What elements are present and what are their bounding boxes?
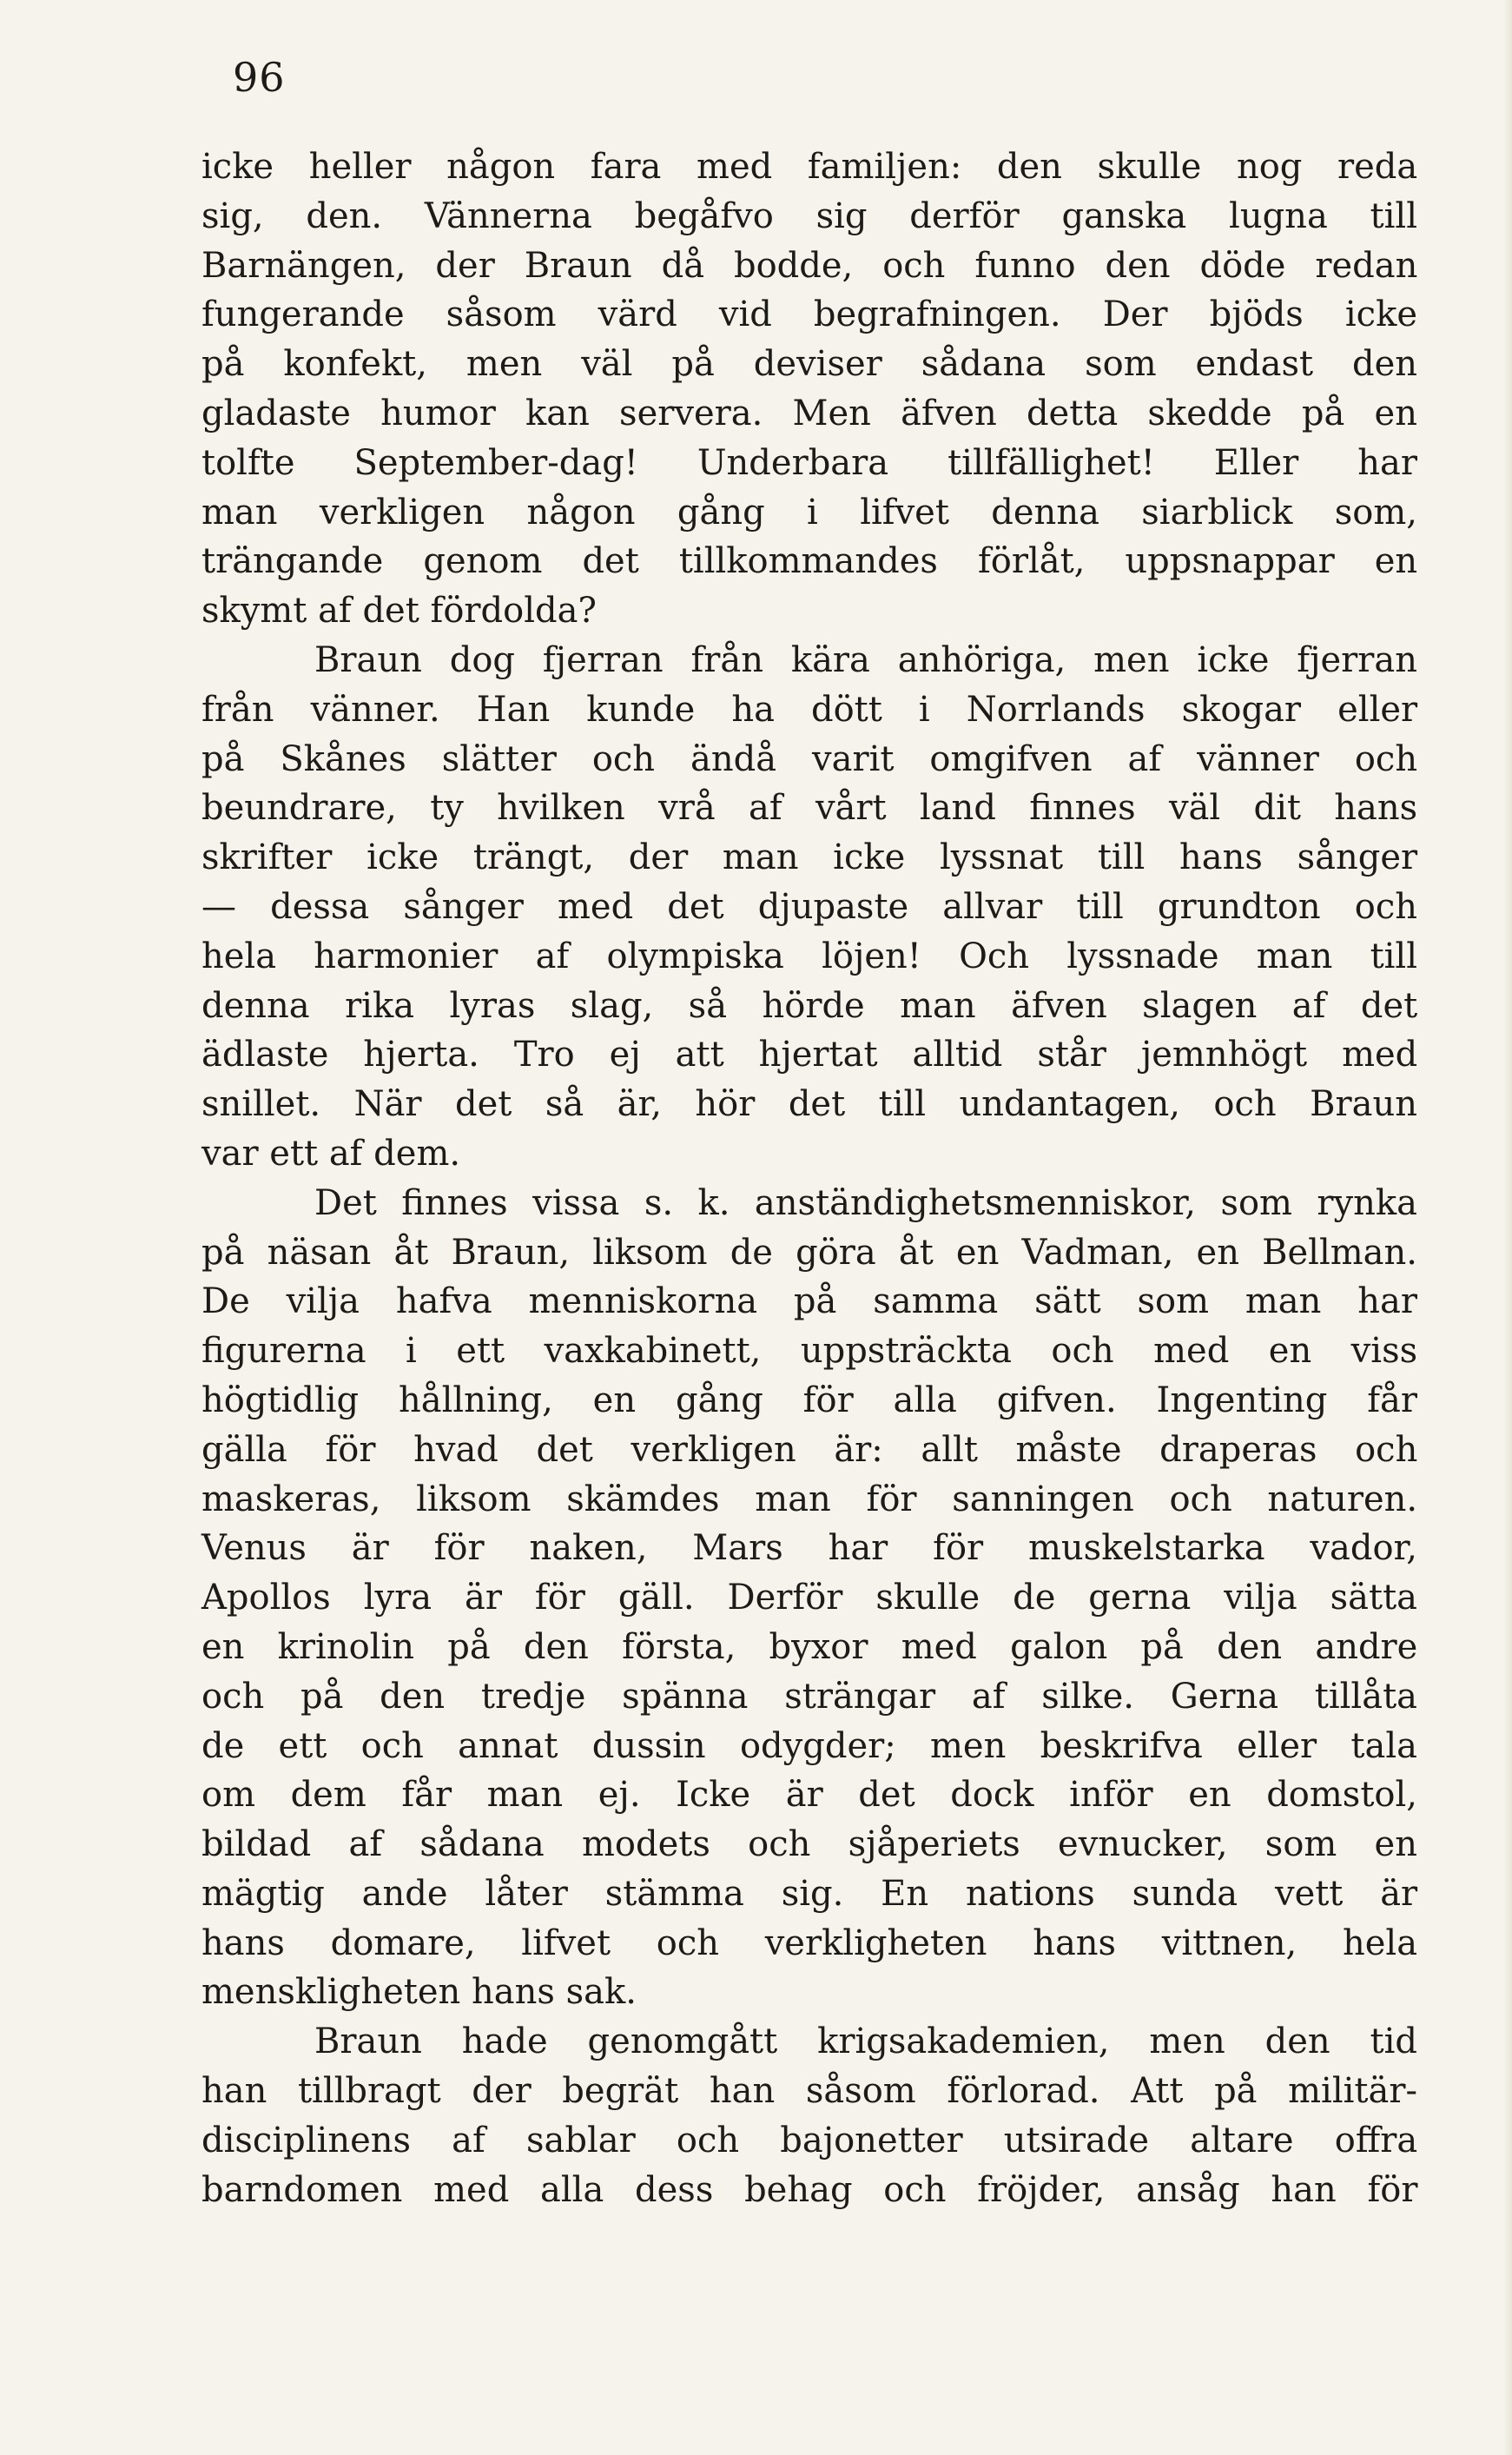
text-line: fungerande såsom värd vid begrafningen. Der bjöds icke xyxy=(201,294,1417,335)
text-line: var ett af dem. xyxy=(201,1133,461,1174)
text-line: maskeras, liksom skämdes man för sanningen och naturen. xyxy=(201,1479,1418,1519)
text-line: icke heller någon fara med familjen: den skulle nog reda xyxy=(201,147,1418,187)
text-line: de ett och annat dussin odygder; men beskrifva eller tala xyxy=(201,1725,1417,1766)
text-line: på konfekt, men väl på deviser sådana som endast den xyxy=(201,344,1418,385)
body-text xyxy=(201,142,1417,2214)
text-line: Barnängen, der Braun då bodde, och funno den döde redan xyxy=(201,245,1418,286)
text-line: och på den tredje spänna strängar af silke. Gerna tillåta xyxy=(201,1676,1417,1717)
text-line: Venus är för naken, Mars har för muskelstarka vador, xyxy=(201,1528,1417,1569)
text-line: barndomen med alla dess behag och fröjder, ansåg han för xyxy=(201,2169,1418,2210)
text-line: snillet. När det så är, hör det till undantagen, och Braun xyxy=(201,1084,1417,1125)
text-line: sig, den. Vännerna begåfvo sig derför ganska lugna till xyxy=(201,195,1417,236)
text-line: skrifter icke trängt, der man icke lyssnat till hans sånger xyxy=(201,837,1418,878)
text-line: trängande genom det tillkommandes förlåt, uppsnappar en xyxy=(201,541,1418,582)
text-line: om dem får man ej. Icke är det dock inför en domstol, xyxy=(201,1775,1417,1816)
text-line: hela harmonier af olympiska löjen! Och lyssnade man till xyxy=(201,936,1418,976)
text-line: ädlaste hjerta. Tro ej att hjertat alltid står jemnhögt med xyxy=(201,1035,1418,1075)
text-line: beundrare, ty hvilken vrå af vårt land finnes väl dit hans xyxy=(201,788,1418,829)
text-line: en krinolin på den första, byxor med galon på den andre xyxy=(201,1626,1418,1667)
text-line: De vilja hafva menniskorna på samma sätt som man har xyxy=(201,1281,1417,1322)
text-line: figurerna i ett vaxkabinett, uppsträckta och med en viss xyxy=(201,1331,1418,1372)
text-line: man verkligen någon gång i lifvet denna siarblick som, xyxy=(201,492,1417,533)
text-line: Braun hade genomgått krigsakademien, men den tid xyxy=(314,2022,1417,2062)
text-line: Braun dog fjerran från kära anhöriga, men icke fjerran xyxy=(314,639,1417,680)
text-line: gladaste humor kan servera. Men äfven detta skedde på en xyxy=(201,393,1417,433)
text-line: disciplinens af sablar och bajonetter utsirade altare offra xyxy=(201,2120,1418,2161)
page-number: 96 xyxy=(233,54,286,101)
text-line: mägtig ande låter stämma sig. En nations sunda vett är xyxy=(201,1873,1418,1914)
text-line: Det finnes vissa s. k. anständighetsmenniskor, som rynka xyxy=(314,1182,1417,1223)
text-line: tolfte September-dag! Underbara tillfällighet! Eller har xyxy=(201,442,1417,483)
text-line: denna rika lyras slag, så hörde man äfven slagen af det xyxy=(201,985,1418,1026)
text-line: högtidlig hållning, en gång för alla gifven. Ingenting får xyxy=(201,1380,1417,1420)
text-line: Apollos lyra är för gäll. Derför skulle de gerna vilja sätta xyxy=(201,1578,1417,1618)
text-line: gälla för hvad det verkligen är: allt måste draperas och xyxy=(201,1429,1418,1470)
text-line: han tillbragt der begrät han såsom förlorad. Att på militär- xyxy=(201,2071,1417,2112)
text-line: — dessa sånger med det djupaste allvar till grundton och xyxy=(201,886,1417,927)
text-line: bildad af sådana modets och sjåperiets evnucker, som en xyxy=(201,1824,1417,1865)
page-edge xyxy=(1503,0,1512,2455)
text-line: hans domare, lifvet och verkligheten hans vittnen, hela xyxy=(201,1922,1418,1963)
text-line: från vänner. Han kunde ha dött i Norrlands skogar eller xyxy=(201,689,1418,730)
text-line: menskligheten hans sak. xyxy=(201,1972,637,2013)
text-line: på näsan åt Braun, liksom de göra åt en Vadman, en Bellman. xyxy=(201,1232,1417,1273)
text-line: på Skånes slätter och ändå varit omgifven af vänner och xyxy=(201,738,1418,779)
text-line: skymt af det fördolda? xyxy=(201,591,597,632)
